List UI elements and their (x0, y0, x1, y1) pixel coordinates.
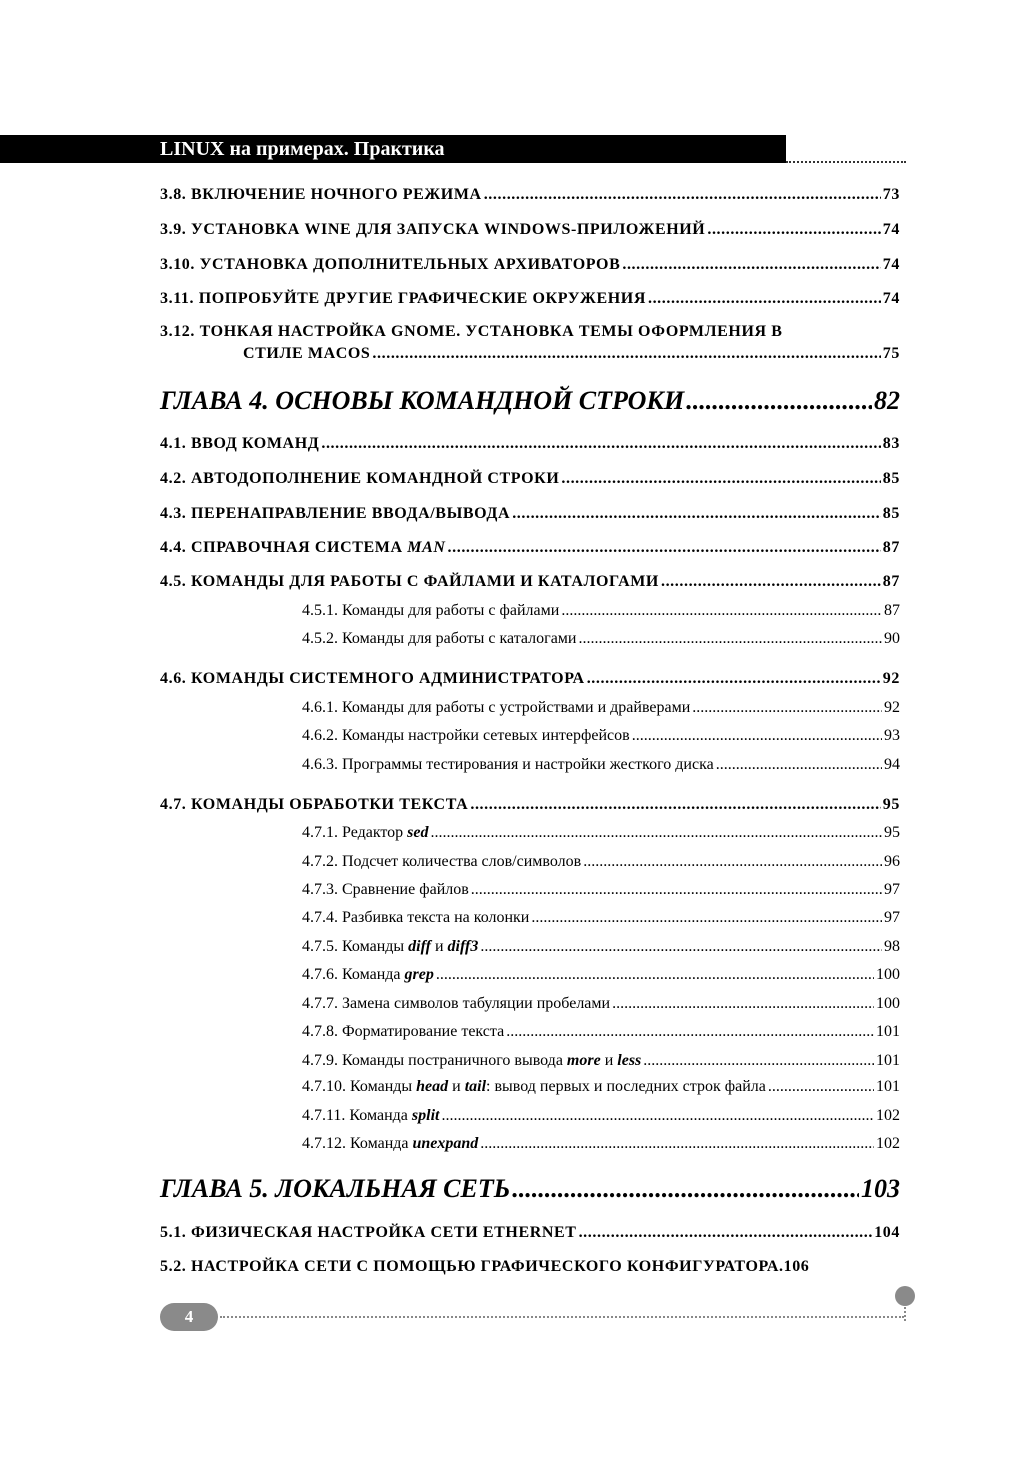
toc-entry-4-7-7[interactable]: 4.7.7. Замена символов табуляции пробелами ..... 100 (302, 995, 900, 1013)
toc-entry-4-3[interactable]: 4.3. ПЕРЕНАПРАВЛЕНИЕ ВВОДА/ВЫВОДА ..... 85 (160, 505, 900, 523)
toc-entry-4-7[interactable]: 4.7. КОМАНДЫ ОБРАБОТКИ ТЕКСТА ..... 95 (160, 796, 900, 814)
toc-chapter-4[interactable]: ГЛАВА 4. ОСНОВЫ КОМАНДНОЙ СТРОКИ ..... 82 (160, 386, 900, 416)
toc-entry-3-12-line1[interactable]: 3.12. ТОНКАЯ НАСТРОЙКА GNOME. УСТАНОВКА ТЕМЫ ОФОРМЛЕНИЯ В (160, 323, 783, 340)
toc-entry-4-5[interactable]: 4.5. КОМАНДЫ ДЛЯ РАБОТЫ С ФАЙЛАМИ И КАТАЛОГАМИ ..... 87 (160, 573, 900, 591)
toc-entry-4-7-3[interactable]: 4.7.3. Сравнение файлов ..... 97 (302, 881, 900, 899)
toc-entry-4-7-10[interactable]: 4.7.10. Команды head и tail: вывод первых и последних строк файла ..... 101 (302, 1078, 900, 1096)
toc-entry-4-7-9[interactable]: 4.7.9. Команды постраничного вывода more и less ..... 101 (302, 1052, 900, 1070)
toc-entry-4-6[interactable]: 4.6. КОМАНДЫ СИСТЕМНОГО АДМИНИСТРАТОРА ..... 92 (160, 670, 900, 688)
running-header-title: LINUX на примерах. Практика (160, 138, 445, 160)
toc-entry-3-10[interactable]: 3.10. УСТАНОВКА ДОПОЛНИТЕЛЬНЫХ АРХИВАТОРОВ ..... 74 (160, 256, 900, 274)
toc-entry-4-7-5[interactable]: 4.7.5. Команды diff и diff3 ..... 98 (302, 938, 900, 956)
toc-entry-4-6-1[interactable]: 4.6.1. Команды для работы с устройствами и драйверами ..... 92 (302, 699, 900, 717)
toc-entry-4-5-2[interactable]: 4.5.2. Команды для работы с каталогами ..... 90 (302, 630, 900, 648)
toc-entry-4-7-2[interactable]: 4.7.2. Подсчет количества слов/символов ..... 96 (302, 853, 900, 871)
toc-entry-4-6-3[interactable]: 4.6.3. Программы тестирования и настройки жесткого диска ..... 94 (302, 756, 900, 774)
toc-entry-4-2[interactable]: 4.2. АВТОДОПОЛНЕНИЕ КОМАНДНОЙ СТРОКИ ..... 85 (160, 470, 900, 488)
toc-entry-3-11[interactable]: 3.11. ПОПРОБУЙТЕ ДРУГИЕ ГРАФИЧЕСКИЕ ОКРУЖЕНИЯ ..... 74 (160, 290, 900, 308)
toc-entry-3-12[interactable]: СТИЛЕ MACOS ..... 75 (243, 345, 900, 363)
toc-entry-5-2[interactable]: 5.2. НАСТРОЙКА СЕТИ С ПОМОЩЬЮ ГРАФИЧЕСКОГО КОНФИГУРАТОРА. 106 (160, 1258, 810, 1275)
toc-entry-4-6-2[interactable]: 4.6.2. Команды настройки сетевых интерфейсов ..... 93 (302, 727, 900, 745)
toc-entry-4-7-8[interactable]: 4.7.8. Форматирование текста ..... 101 (302, 1023, 900, 1041)
toc-entry-3-9[interactable]: 3.9. УСТАНОВКА WINE ДЛЯ ЗАПУСКА WINDOWS-ПРИЛОЖЕНИЙ ..... 74 (160, 221, 900, 239)
toc-entry-4-7-12[interactable]: 4.7.12. Команда unexpand ..... 102 (302, 1135, 900, 1153)
page-number: 4 (160, 1303, 218, 1331)
footer-circle-marker (895, 1286, 915, 1306)
toc-entry-4-7-4[interactable]: 4.7.4. Разбивка текста на колонки ..... 97 (302, 909, 900, 927)
toc-entry-4-7-6[interactable]: 4.7.6. Команда grep ..... 100 (302, 966, 900, 984)
toc-entry-4-7-1[interactable]: 4.7.1. Редактор sed ..... 95 (302, 824, 900, 842)
toc-entry-4-5-1[interactable]: 4.5.1. Команды для работы с файлами ..... 87 (302, 602, 900, 620)
toc-entry-3-8[interactable]: 3.8. ВКЛЮЧЕНИЕ НОЧНОГО РЕЖИМА ..... 73 (160, 186, 900, 204)
footer-dotted-rule (220, 1316, 904, 1318)
toc-chapter-5[interactable]: ГЛАВА 5. ЛОКАЛЬНАЯ СЕТЬ ..... 103 (160, 1174, 900, 1204)
toc-entry-4-4[interactable]: 4.4. СПРАВОЧНАЯ СИСТЕМА MAN ..... 87 (160, 539, 900, 557)
toc-entry-5-1[interactable]: 5.1. ФИЗИЧЕСКАЯ НАСТРОЙКА СЕТИ ETHERNET ..... 104 (160, 1224, 900, 1242)
toc-entry-4-7-11[interactable]: 4.7.11. Команда split ..... 102 (302, 1107, 900, 1125)
toc-entry-4-1[interactable]: 4.1. ВВОД КОМАНД ..... 83 (160, 435, 900, 453)
